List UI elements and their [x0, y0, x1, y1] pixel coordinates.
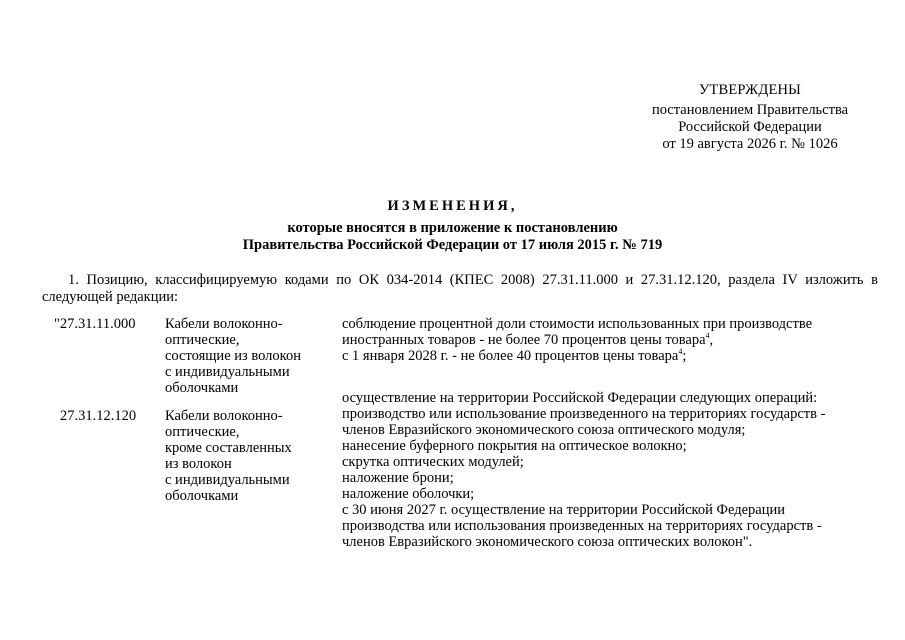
row-code: 27.31.12.120 [60, 408, 137, 424]
footnote-mark: 4 [678, 347, 683, 357]
row-name-line: с индивидуальными [165, 472, 290, 488]
footnote-mark: 4 [705, 331, 710, 341]
requirement-line: производство или использование произведенного на территориях государств - [342, 406, 826, 422]
requirement-line: наложение оболочки; [342, 486, 475, 502]
approval-block [600, 82, 900, 153]
row-name-line: Кабели волоконно- [165, 316, 283, 332]
row-name-line: кроме составленных [165, 440, 292, 456]
row-name-line: оптические, [165, 424, 240, 440]
row-name-line: оптические, [165, 332, 240, 348]
requirement-line: членов Евразийского экономического союза оптических волокон". [342, 534, 753, 550]
requirement-line: членов Евразийского экономического союза оптического модуля; [342, 422, 746, 438]
document-title: ИЗМЕНЕНИЯ, [387, 198, 518, 214]
row-name-line: оболочками [165, 488, 239, 504]
requirement-line: с 1 января 2028 г. - не более 40 процентов цены товара$^4$; [342, 347, 687, 364]
requirements-block-2 [342, 390, 882, 550]
subtitle-line: Правительства Российской Федерации от 17 июля 2015 г. № 719 [242, 237, 663, 253]
requirement-line: соблюдение процентной доли стоимости использованных при производстве [342, 316, 813, 332]
row-name-line: состоящие из волокон [165, 348, 301, 364]
subtitle-line: которые вносятся в приложение к постановлению [287, 220, 618, 236]
requirement-line: наложение брони; [342, 470, 454, 486]
row-name-line: из волокон [165, 456, 232, 472]
row-name [165, 408, 335, 504]
row-name-line: оболочками [165, 380, 239, 396]
requirement-line: осуществление на территории Российской Федерации следующих операций: [342, 390, 818, 406]
paragraph-text: 1. Позицию, классифицируемую кодами по ОК 034-2014 (КПЕС 2008) 27.31.11.000 и 27.31.12.120, раздела IV изложить в следующей редакции: [42, 272, 878, 305]
paragraph-block [42, 272, 878, 306]
approval-heading: УТВЕРЖДЕНЫ [698, 82, 802, 98]
approval-line: постановлением Правительства [651, 102, 849, 118]
approval-line: Российской Федерации [678, 119, 822, 135]
row-name-line: с индивидуальными [165, 364, 290, 380]
requirements-block-1 [342, 316, 882, 364]
requirement-line: производства или использования произведенных на территориях государств - [342, 518, 822, 534]
document-subtitle [0, 220, 905, 254]
requirement-line: иностранных товаров - не более 70 процентов цены товара$^4$, [342, 331, 714, 348]
approval-line: от 19 августа 2026 г. № 1026 [662, 136, 838, 152]
row-name-line: Кабели волоконно- [165, 408, 283, 424]
requirement-line: с 30 июня 2027 г. осуществление на территории Российской Федерации [342, 502, 785, 518]
row-code: "27.31.11.000 [54, 316, 136, 332]
row-name [165, 316, 335, 396]
requirement-line: нанесение буферного покрытия на оптическое волокно; [342, 438, 687, 454]
requirement-line: скрутка оптических модулей; [342, 454, 524, 470]
